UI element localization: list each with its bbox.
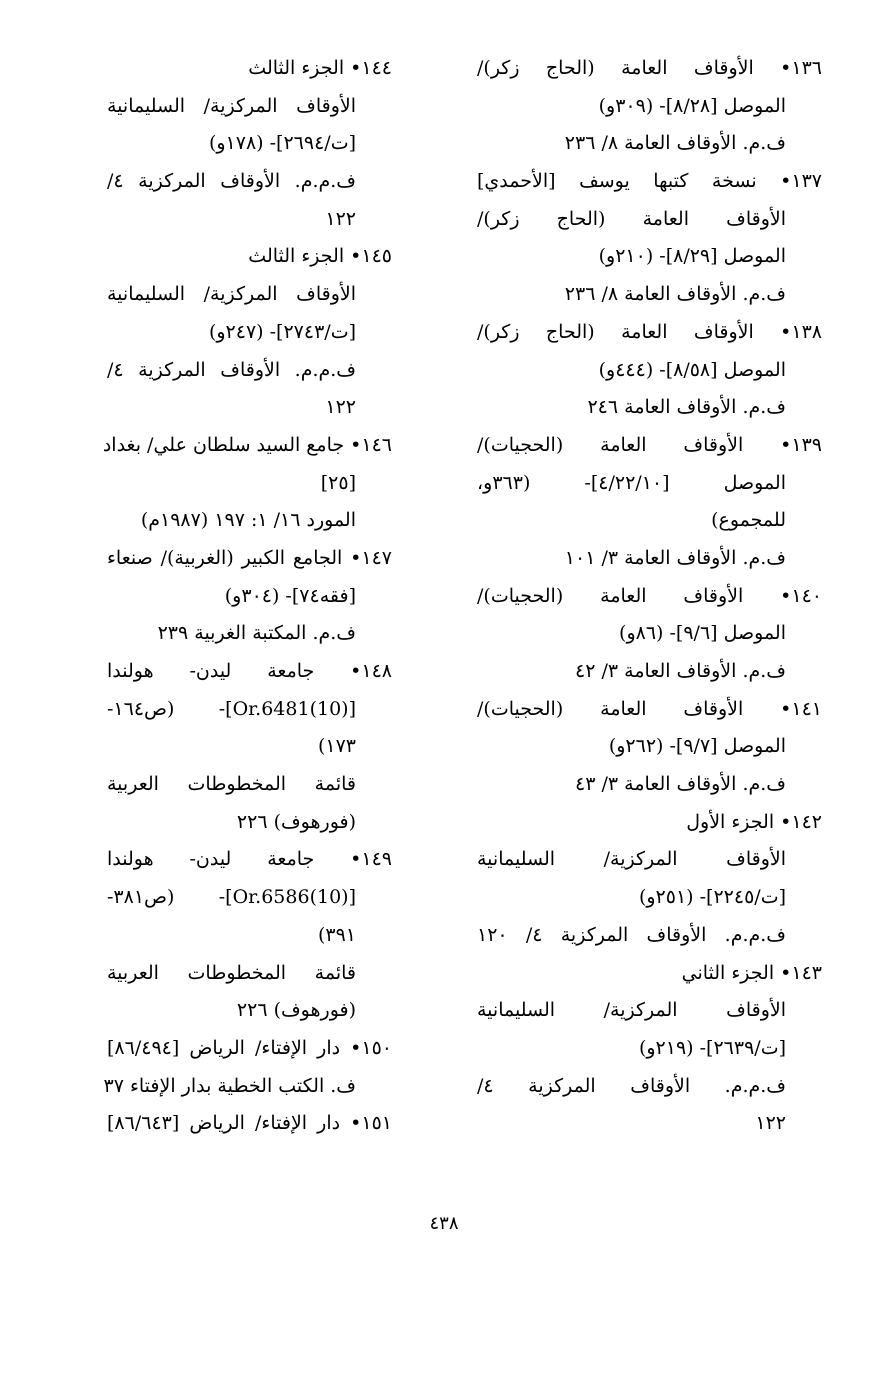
entry-detail-line: ف.م. الأوقاف العامة ٨/ ٢٣٦: [564, 283, 786, 306]
entry-heading-line: ١٤٤• الجزء الثالث: [248, 57, 392, 79]
entry-heading-line: ١٣٨• الأوقاف العامة (الحاج زكر)/: [477, 320, 822, 343]
left-column: [102, 50, 392, 1143]
entry-detail-line: ف.م.م. الأوقاف المركزية ٤/: [477, 1074, 786, 1097]
entry-detail-line: [Or.6481(10)]- (ص١٦٤-: [107, 697, 356, 720]
entry-heading-line: ١٤٧• الجامع الكبير (الغربية)/ صنعاء: [107, 546, 392, 569]
entry-detail-line: الموصل [٨/٢٨]- (٣٠٩و): [598, 94, 786, 117]
entry-detail-line: ف.م. الأوقاف العامة ٣/ ١٠١: [564, 546, 786, 569]
entry-detail-line: ١٧٣): [317, 735, 356, 758]
entry-heading-line: ١٣٩• الأوقاف العامة (الحجيات)/: [477, 433, 822, 456]
entry-heading-line: ١٤٨• جامعة ليدن- هولندا: [107, 660, 392, 682]
entry-detail-line: ف.م. الأوقاف العامة ٣/ ٤٣: [575, 773, 786, 796]
entry-detail-line: ٣٩١): [317, 923, 356, 946]
entry-detail-line: الموصل [٩/٦]- (٨٦و): [619, 622, 786, 645]
entry-detail-line: (فورهوف) ٢٢٦: [236, 999, 356, 1022]
entry-detail-line: ف.م.م. الأوقاف المركزية ٤/: [107, 170, 356, 193]
entry-detail-line: الموصل [٤/٢٢/١٠]- (٣٦٣و،: [477, 471, 786, 494]
entry-detail-line: الموصل [٨/٢٩]- (٢١٠و): [598, 245, 786, 268]
entry-detail-line: ١٢٢: [325, 396, 356, 419]
entry-detail-line: ١٢٢: [755, 1112, 786, 1135]
entry-heading-line: ١٤٥• الجزء الثالث: [248, 245, 392, 268]
entry-detail-line: الأوقاف المركزية/ السليمانية: [477, 999, 786, 1022]
entry-detail-line: (فورهوف) ٢٢٦: [236, 810, 356, 833]
entry-detail-line: [ت/٢٧٤٣]- (٢٤٧و): [208, 320, 356, 343]
entry-heading-line: ١٤٦• جامع السيد سلطان علي/ بغداد: [102, 433, 392, 456]
entry-detail-line: [فقه٧٤]- (٣٠٤و): [224, 584, 356, 607]
entry-detail-line: ١٢٢: [325, 207, 356, 230]
entry-detail-line: الأوقاف المركزية/ السليمانية: [477, 848, 786, 871]
entry-detail-line: الموصل [٨/٥٨]- (٤٤٤و): [598, 358, 786, 381]
entry-heading-line: ١٣٧• نسخة كتبها يوسف [الأحمدي]: [477, 170, 822, 193]
entry-detail-line: ف. الكتب الخطية بدار الإفتاء ٣٧: [103, 1074, 356, 1097]
entry-detail-line: ف.م.م. الأوقاف المركزية ٤/ ١٢٠: [477, 923, 786, 946]
entry-heading-line: ١٤٠• الأوقاف العامة (الحجيات)/: [477, 584, 822, 607]
entry-detail-line: قائمة المخطوطات العربية: [107, 961, 356, 984]
right-column: [477, 50, 822, 1143]
entry-detail-line: للمجموع): [711, 509, 786, 532]
entry-heading-line: ١٥٠• دار الإفتاء/ الرياض [٨٦/٤٩٤]: [107, 1036, 392, 1059]
entry-detail-line: [ت/٢٢٤٥]- (٢٥١و): [638, 886, 786, 909]
entry-detail-line: الأوقاف العامة (الحاج زكر)/: [477, 207, 786, 230]
entry-detail-line: الموصل [٩/٧]- (٢٦٢و): [608, 735, 786, 758]
entry-detail-line: ف.م. الأوقاف العامة ٣/ ٤٢: [575, 660, 786, 682]
entry-detail-line: ف.م. المكتبة الغربية ٢٣٩: [157, 622, 356, 645]
entry-heading-line: ١٤١• الأوقاف العامة (الحجيات)/: [477, 697, 822, 720]
entry-detail-line: ف.م. الأوقاف العامة ٢٤٦: [587, 396, 786, 419]
entry-detail-line: ف.م.م. الأوقاف المركزية ٤/: [107, 358, 356, 381]
entry-heading-line: ١٤٩• جامعة ليدن- هولندا: [107, 848, 392, 871]
entry-detail-line: الأوقاف المركزية/ السليمانية: [107, 94, 356, 117]
entry-detail-line: [ت/٢٦٩٤]- (١٧٨و): [208, 132, 356, 155]
entry-detail-line: [ت/٢٦٣٩]- (٢١٩و): [638, 1036, 786, 1059]
entry-heading-line: ١٤٢• الجزء الأول: [686, 810, 822, 833]
entry-detail-line: قائمة المخطوطات العربية: [107, 773, 356, 796]
entry-heading-line: ١٥١• دار الإفتاء/ الرياض [٨٦/٦٤٣]: [107, 1112, 392, 1135]
page-number: ٤٣٨: [429, 1213, 459, 1234]
entry-detail-line: المورد ١٦/ ١: ١٩٧ (١٩٨٧م): [140, 509, 356, 532]
entry-detail-line: [Or.6586(10)]- (ص٣٨١-: [107, 886, 356, 909]
entry-detail-line: [٢٥]: [320, 471, 356, 494]
entry-detail-line: ف.م. الأوقاف العامة ٨/ ٢٣٦: [564, 132, 786, 155]
entry-detail-line: الأوقاف المركزية/ السليمانية: [107, 283, 356, 306]
entry-heading-line: ١٣٦• الأوقاف العامة (الحاج زكر)/: [477, 57, 822, 79]
entry-heading-line: ١٤٣• الجزء الثاني: [681, 961, 822, 984]
